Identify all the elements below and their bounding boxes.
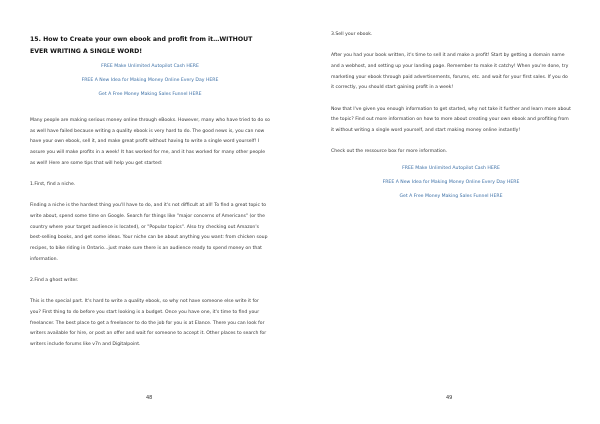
chapter-title: 15. How to Create your own ebook and profit from it…WITHOUT EVER WRITING A SINGLE WORD! [30,36,253,55]
step-2-heading: 2.Find a ghost writer. [30,277,79,283]
step-3-paragraph: After you had your book written, it's time to sell it and make a profit! Start by getting a domain name and a webhost, and setting up your landing page. Remember to make it catchy! When you're done, try marketing your ebook through paid advertisements, forums, etc. and wait for your first sales. If you do it correctly, you should start gaining profit in a week! [331,53,569,91]
promo-links [30,60,270,102]
right-page-content [331,30,571,218]
step-2-paragraph: This is the special part. It's hard to write a quality ebook, so why not have someone else write it for you? First thing to do before you start looking is a budget. Once you have one, it's time to find your freelancer. The best place to get a freelancer to do the job for you is at Elance. There you can look for writers available for hire, or post an offer and wait for someone to accept it. Other places to search for writers include forums like v7n and Digitalpoint. [30,299,267,347]
left-page-content [30,34,270,361]
promo-link-sales-funnel[interactable]: Get A Free Money Making Sales Funnel HERE [98,92,202,97]
conclusion-paragraph: Now that I've given you enough information to get started, why not take it further and learn more about the topic? Find out more information on how to more about creating your own ebook and profiting from it without writing a single word yourself, and start making money online instantly! [331,106,571,133]
promo-link-autopilot-cash[interactable]: FREE Make Unlimited Autopilot Cash HERE [101,64,199,69]
step-1-heading: 1.First, find a niche. [30,182,76,188]
page-number-right: 49 [446,395,453,401]
promo-links-right [331,162,571,204]
promo-link-new-idea[interactable]: FREE A New Idea for Making Money Online Every Day HERE [382,179,520,185]
resource-box-note: Check out the ressource box for more information. [331,149,448,155]
step-1-paragraph: Finding a niche is the hardest thing you'll have to do, and it's not difficult at all! To find a great topic to write about, spend some time on Google. Search for things like "major concerns of Americans" (or the country where your target audience is located), or "Popular topics". Also try checking out Amazon's best-selling books, and get some ideas. Your niche can be about anything you want: from chicken soup recipes, to bike riding in Ontario…just make sure there is an audience ready to spend money on that information. [30,203,268,262]
promo-link-sales-funnel[interactable]: Get A Free Money Making Sales Funnel HERE [399,193,503,199]
step-3-heading: 3.Sell your ebook. [331,32,373,37]
promo-link-autopilot-cash[interactable]: FREE Make Unlimited Autopilot Cash HERE [402,165,500,171]
page-number-left: 48 [146,395,153,401]
intro-paragraph: Many people are making serious money online through eBooks. However, many who have tried to do so as well have failed because writing a quality ebook is very hard to do. The good news is, you can now have your own ebook, sell it, and make great profit without having to write a single word yourself! I assure you will make profits in a week! It has worked for me, and it has worked for many other people as well! Here are some tips that will help you get started: [30,118,270,166]
promo-link-new-idea[interactable]: FREE A New Idea for Making Money Online Every Day HERE [81,78,219,83]
